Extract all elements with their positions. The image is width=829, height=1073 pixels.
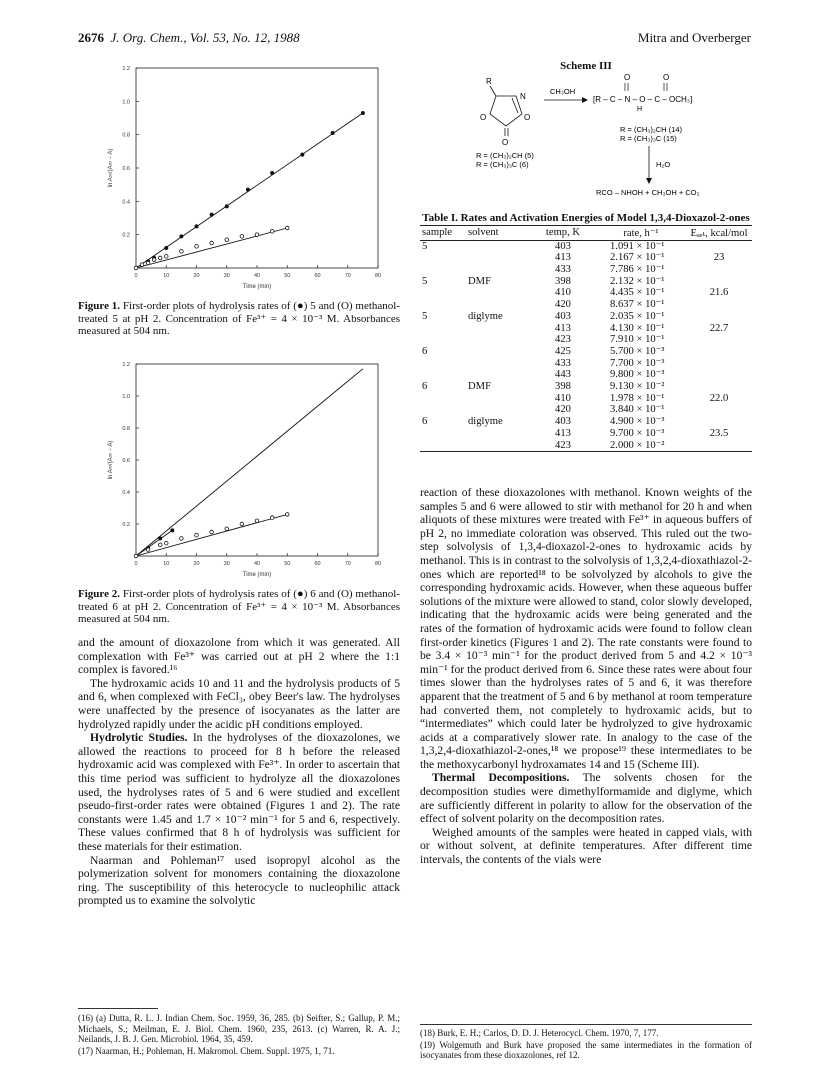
scheme-o-1: O bbox=[624, 74, 631, 82]
x-tick-label: 30 bbox=[223, 273, 230, 279]
cell-rate: 7.910 × 10⁻¹ bbox=[610, 334, 665, 346]
table-row bbox=[420, 428, 752, 440]
cell-rate: 9.130 × 10⁻² bbox=[610, 381, 665, 393]
data-point-open bbox=[255, 233, 259, 237]
journal-citation: J. Org. Chem., Vol. 53, No. 12, 1988 bbox=[110, 30, 300, 45]
cell-sample: 6 bbox=[422, 416, 428, 428]
table-row bbox=[420, 299, 752, 311]
scheme-r-label: R bbox=[486, 77, 492, 86]
footnote-rule-right bbox=[420, 1024, 752, 1025]
cell-rate: 3.840 × 10⁻¹ bbox=[610, 404, 665, 416]
table-row bbox=[420, 369, 752, 381]
running-header-authors: Mitra and Overberger bbox=[637, 30, 751, 45]
cell-solvent: diglyme bbox=[468, 310, 503, 322]
cell-temp: 410 bbox=[555, 287, 571, 299]
y-axis-label: ln A∞/(A∞ − A) bbox=[108, 440, 114, 480]
scheme-reagent: CH₃OH bbox=[550, 87, 576, 96]
scheme-intermediate: [R – C – N – O – C – OCH₃] bbox=[593, 95, 693, 104]
data-point-open bbox=[255, 519, 259, 523]
scheme-intermediate-h: H bbox=[637, 106, 643, 113]
y-tick-label: 0.2 bbox=[122, 232, 130, 239]
scheme-product: RCO – NHOH + CH₃OH + CO₂ bbox=[596, 188, 700, 197]
data-point-open bbox=[270, 230, 274, 234]
cell-temp: 403 bbox=[555, 310, 571, 322]
scheme-r-def-5: R = (CH₃)₂CH (5) bbox=[476, 151, 534, 160]
data-point-open bbox=[146, 548, 150, 552]
cell-sample bbox=[420, 334, 466, 346]
data-point-filled bbox=[246, 188, 250, 192]
left-paragraph-3-text: In the hydrolyses of the dioxazolones, we allowed the reactions to proceed for 8 h before the released hydroxamic acid was complexed with Fe³⁺. In order to ascertain that this time period was sufficient to hydrolyze all the dioxazolones used, the hydrolyses rates of 5 and 6 were studied and excellent pseudo-first-order rates were obtained (Figures 1 and 2). The rate constants were 1.45 and 1.7 × 10⁻² min⁻¹ for 5 and 6, respectively. These values confirmed that 8 h of hydrolysis was sufficient for these materials for their estimation. bbox=[78, 731, 401, 853]
figure-1-caption bbox=[78, 300, 400, 338]
scheme-carbonyl-o: O bbox=[502, 138, 509, 147]
table-row bbox=[420, 416, 752, 428]
table-row bbox=[420, 440, 752, 452]
figure-2-plot bbox=[78, 354, 400, 586]
footnote-18: (18) Burk, E. H.; Carlos, D. D. J. Heterocycl. Chem. 1970, 7, 177. bbox=[420, 1028, 659, 1038]
cell-solvent bbox=[466, 428, 530, 440]
col-eact: Eₐₑₜ, kcal/mol bbox=[686, 225, 752, 240]
cell-solvent bbox=[466, 404, 530, 416]
cell-eact: 21.6 bbox=[709, 287, 729, 299]
running-header-left bbox=[78, 30, 300, 46]
cell-rate: 7.700 × 10⁻³ bbox=[610, 357, 665, 369]
scheme-r-def-14: R = (CH₃)₂CH (14) bbox=[620, 125, 683, 134]
figure-2-label: Figure 2. bbox=[78, 588, 121, 600]
table-row bbox=[420, 393, 752, 405]
series-line bbox=[136, 228, 287, 268]
data-point-open bbox=[210, 530, 214, 534]
left-paragraph-4: Naarman and Pohleman¹⁷ used isopropyl alcohol as the polymerization solvent for monomers containing the dioxazolone ring. The susceptibility of this heterocycle to nucleophilic attack prompted us to examine the solvolytic bbox=[78, 853, 400, 908]
col-sample: sample bbox=[420, 225, 466, 240]
cell-rate: 2.167 × 10⁻¹ bbox=[610, 252, 665, 264]
cell-temp: 403 bbox=[555, 240, 571, 252]
cell-sample: 5 bbox=[422, 275, 428, 287]
cell-rate: 2.035 × 10⁻¹ bbox=[610, 310, 665, 322]
data-point-open bbox=[158, 543, 162, 547]
cell-sample bbox=[420, 323, 466, 335]
col-temp: temp, K bbox=[530, 225, 596, 240]
x-tick-label: 50 bbox=[284, 273, 291, 279]
data-point-filled bbox=[179, 234, 183, 238]
table-row bbox=[420, 358, 752, 370]
cell-eact bbox=[686, 358, 752, 370]
page-number: 2676 bbox=[78, 30, 104, 45]
cell-rate: 9.800 × 10⁻³ bbox=[610, 369, 665, 381]
cell-eact bbox=[686, 276, 752, 288]
plot-frame bbox=[136, 364, 378, 556]
scheme-title: Scheme III bbox=[560, 60, 612, 72]
table-row bbox=[420, 240, 752, 252]
hydrolytic-heading: Hydrolytic Studies. bbox=[90, 731, 188, 745]
data-point-open bbox=[180, 250, 184, 254]
figure-1-caption-text: First-order plots of hydrolysis rates of (●) 5 and (O) methanol-treated 5 at pH 2. Concentration of Fe³⁺ = 4 × 10⁻³ M. Absorbances measured at 504 nm. bbox=[78, 300, 400, 338]
cell-temp: 423 bbox=[555, 334, 571, 346]
cell-temp: 425 bbox=[555, 345, 571, 357]
x-tick-label: 80 bbox=[374, 561, 382, 567]
cell-temp: 413 bbox=[555, 252, 571, 264]
cell-eact bbox=[686, 346, 752, 358]
cell-eact bbox=[686, 311, 752, 323]
cell-rate: 4.435 × 10⁻¹ bbox=[610, 287, 665, 299]
table-row bbox=[420, 381, 752, 393]
cell-solvent bbox=[466, 369, 530, 381]
left-footnotes bbox=[78, 1013, 400, 1057]
cell-sample: 6 bbox=[422, 345, 428, 357]
y-tick-label: 1.0 bbox=[122, 99, 130, 106]
x-tick-label: 40 bbox=[253, 561, 261, 567]
cell-rate: 5.700 × 10⁻³ bbox=[610, 345, 665, 357]
data-point-filled bbox=[300, 153, 304, 157]
plot-frame bbox=[136, 68, 378, 268]
data-point-filled bbox=[170, 528, 174, 532]
left-paragraph-2: The hydroxamic acids 10 and 11 and the hydrolysis products of 5 and 6, when complexed with FeCl₃, obey Beer's law. The hydrolyses were unaffected by the presence of isocyanates as the latter are hydrolyzed rapidly under the acidic pH conditions employed. bbox=[78, 676, 400, 731]
cell-temp: 403 bbox=[555, 416, 571, 428]
cell-sample bbox=[420, 440, 466, 452]
left-paragraph-3 bbox=[78, 731, 400, 853]
data-point-open bbox=[134, 554, 138, 558]
cell-solvent bbox=[466, 240, 530, 252]
series-line bbox=[136, 369, 363, 556]
cell-sample bbox=[420, 393, 466, 405]
cell-solvent bbox=[466, 252, 530, 264]
data-point-open bbox=[225, 527, 229, 531]
cell-solvent bbox=[466, 334, 530, 346]
cell-solvent bbox=[466, 440, 530, 452]
col-rate: rate, h⁻¹ bbox=[596, 225, 686, 240]
data-point-open bbox=[285, 513, 289, 517]
cell-eact bbox=[686, 240, 752, 252]
x-tick-label: 60 bbox=[314, 273, 321, 279]
cell-rate: 1.978 × 10⁻¹ bbox=[610, 392, 665, 404]
x-tick-label: 0 bbox=[134, 273, 138, 279]
y-tick-label: 0.4 bbox=[122, 199, 130, 206]
cell-eact: 23.5 bbox=[709, 427, 729, 439]
x-tick-label: 50 bbox=[284, 561, 291, 567]
series-line bbox=[136, 514, 287, 556]
left-column-body bbox=[78, 636, 400, 908]
cell-rate: 2.132 × 10⁻¹ bbox=[610, 275, 665, 287]
data-point-open bbox=[195, 245, 199, 249]
cell-sample bbox=[420, 299, 466, 311]
cell-temp: 398 bbox=[555, 275, 571, 287]
cell-temp: 410 bbox=[555, 392, 571, 404]
table-row bbox=[420, 252, 752, 264]
x-tick-label: 60 bbox=[314, 561, 321, 567]
right-column-body bbox=[420, 486, 752, 867]
cell-eact bbox=[686, 264, 752, 276]
x-tick-label: 0 bbox=[134, 561, 138, 567]
right-paragraph-3: Weighed amounts of the samples were heated in capped vials, with or without solvent, at definite temperatures. After different time intervals, the contents of the vials were bbox=[420, 825, 752, 867]
cell-eact bbox=[686, 440, 752, 452]
cell-eact bbox=[686, 369, 752, 381]
cell-eact: 23 bbox=[713, 252, 725, 264]
x-tick-label: 70 bbox=[344, 273, 351, 279]
cell-sample: 5 bbox=[422, 240, 428, 252]
cell-eact bbox=[686, 404, 752, 416]
table-1-block bbox=[420, 212, 752, 452]
x-tick-label: 30 bbox=[223, 561, 230, 567]
data-point-open bbox=[240, 235, 244, 239]
cell-solvent bbox=[466, 287, 530, 299]
data-point-filled bbox=[164, 246, 168, 250]
x-axis-label: Time (min) bbox=[242, 572, 272, 578]
y-tick-label: 0.8 bbox=[122, 132, 130, 139]
cell-solvent bbox=[466, 393, 530, 405]
cell-solvent bbox=[466, 358, 530, 370]
cell-rate: 9.700 × 10⁻³ bbox=[610, 427, 665, 439]
data-point-open bbox=[158, 256, 162, 260]
cell-rate: 4.130 × 10⁻¹ bbox=[610, 322, 665, 334]
y-tick-label: 1.0 bbox=[122, 394, 130, 400]
data-point-filled bbox=[331, 131, 335, 135]
cell-eact: 22.0 bbox=[709, 392, 729, 404]
data-point-open bbox=[210, 241, 214, 245]
scheme-ring-n: N bbox=[520, 92, 526, 101]
table-1 bbox=[420, 225, 752, 453]
data-point-open bbox=[270, 516, 274, 520]
table-header-row bbox=[420, 225, 752, 240]
col-solvent: solvent bbox=[466, 225, 530, 240]
x-tick-label: 10 bbox=[163, 561, 170, 567]
data-point-open bbox=[164, 541, 168, 545]
cell-solvent bbox=[466, 346, 530, 358]
data-point-open bbox=[152, 258, 156, 262]
cell-sample bbox=[420, 287, 466, 299]
table-row bbox=[420, 287, 752, 299]
table-row bbox=[420, 334, 752, 346]
right-paragraph-2 bbox=[420, 771, 752, 825]
scheme-ring-o-left: O bbox=[480, 113, 487, 122]
footnote-19: (19) Wolgemuth and Burk have proposed the same intermediates in the formation of isocyanates from these dioxazolones, ref 12. bbox=[420, 1039, 752, 1061]
cell-sample bbox=[420, 264, 466, 276]
data-point-open bbox=[146, 261, 150, 265]
cell-sample bbox=[420, 428, 466, 440]
x-tick-label: 70 bbox=[344, 561, 351, 567]
cell-sample bbox=[420, 358, 466, 370]
data-point-open bbox=[240, 522, 244, 526]
y-tick-label: 0.8 bbox=[122, 426, 130, 432]
cell-temp: 443 bbox=[555, 369, 571, 381]
cell-eact bbox=[686, 416, 752, 428]
x-tick-label: 20 bbox=[193, 561, 200, 567]
cell-rate: 1.091 × 10⁻¹ bbox=[610, 240, 665, 252]
data-point-open bbox=[134, 266, 138, 270]
footnote-16: (16) (a) Dutta, R. L. J. Indian Chem. Soc. 1959, 36, 285. (b) Seifter, S.; Gallup, P. M.; Michaels, S.; Meilman, E. J. Biol. Chem. 1960, 235, 2613. (c) Warren, R. A. J.; Neilands, J. B. J. Gen. Microbiol. 1964, 35, 459. bbox=[78, 1013, 400, 1045]
x-tick-label: 80 bbox=[374, 273, 382, 279]
cell-rate: 7.786 × 10⁻¹ bbox=[610, 264, 665, 275]
data-point-open bbox=[164, 255, 168, 259]
y-tick-label: 1.2 bbox=[122, 362, 130, 368]
cell-sample bbox=[420, 404, 466, 416]
right-footnotes bbox=[420, 1028, 752, 1062]
cell-solvent bbox=[466, 323, 530, 335]
y-tick-label: 0.4 bbox=[122, 490, 130, 496]
x-tick-label: 40 bbox=[253, 273, 261, 279]
cell-temp: 433 bbox=[555, 357, 571, 369]
y-tick-label: 0.6 bbox=[122, 166, 130, 172]
cell-sample bbox=[420, 252, 466, 264]
data-point-open bbox=[285, 226, 289, 230]
cell-solvent bbox=[466, 299, 530, 311]
cell-solvent: DMF bbox=[468, 275, 491, 287]
data-point-filled bbox=[361, 111, 365, 115]
data-point-open bbox=[180, 537, 184, 541]
cell-temp: 423 bbox=[530, 440, 596, 452]
cell-sample bbox=[420, 369, 466, 381]
y-tick-label: 0.2 bbox=[122, 522, 130, 528]
cell-eact bbox=[686, 381, 752, 393]
figure-1-plot bbox=[78, 58, 400, 298]
cell-solvent bbox=[466, 264, 530, 276]
figure-2-caption-text: First-order plots of hydrolysis rates of (●) 6 and (O) methanol-treated 6 at pH 2. Concentration of Fe³⁺ = 4 × 10⁻³ M. Absorbances measured at 504 nm. bbox=[78, 588, 400, 626]
data-point-filled bbox=[210, 213, 214, 217]
cell-rate: 4.900 × 10⁻³ bbox=[610, 416, 665, 428]
cell-solvent: diglyme bbox=[468, 416, 503, 428]
data-point-open bbox=[195, 533, 199, 537]
cell-eact bbox=[686, 334, 752, 346]
x-tick-label: 10 bbox=[163, 273, 170, 279]
scheme-water: H₂O bbox=[656, 160, 671, 169]
x-axis-label: Time (min) bbox=[242, 284, 272, 290]
data-point-filled bbox=[270, 171, 274, 175]
y-tick-label: 0.6 bbox=[122, 458, 130, 464]
cell-solvent: DMF bbox=[468, 381, 491, 393]
cell-temp: 413 bbox=[555, 427, 571, 439]
table-row bbox=[420, 264, 752, 276]
y-tick-label: 1.2 bbox=[122, 66, 130, 72]
cell-rate: 8.637 × 10⁻¹ bbox=[610, 299, 665, 311]
table-row bbox=[420, 276, 752, 288]
right-paragraph-2-text: The solvents chosen for the decomposition studies were dimethylformamide and diglyme, which are sufficiently different in polarity to allow for the observation of the effect of solvent polarity on the decomposition rates. bbox=[420, 771, 752, 826]
cell-temp: 420 bbox=[555, 404, 571, 416]
table-row bbox=[420, 346, 752, 358]
y-axis-label: ln A∞/(A∞ − A) bbox=[108, 148, 114, 188]
right-paragraph-1: reaction of these dioxazolones with methanol. Known weights of the samples 5 and 6 were allowed to stir with methanol for 20 h and when aliquots of these mixtures were treated with Fe³⁺ in aqueous buffers of pH 2, no immediate coloration was observed. This ruled out the two-step solvolysis of 1,3,4-dioxazol-2-ones to hydroxamic acids by methanol. This is in contrast to the solvolysis of 1,3,2,4-dioxathiazol-2-ones which are reported¹⁸ to be solvolyzed by alcohols to give the corresponding hydroxamic acids. However, when these aqueous buffer solutions of the mixture were allowed to stand, color slowly developed, indicating that the hydroxamic acids were being generated and the rates of the formation of hydroxamic acids were found to follow clean first-order kinetics (Figures 1 and 2). The rate constants were found to be 3.4 × 10⁻³ min⁻¹ for the product derived from 5 and 4.2 × 10⁻³ min⁻¹ for the product derived from 6. Since these rates were about four times slower than the hydrolyses rates of 5 and 6, it was therefore apparent that the treatment of 5 and 6 by methanol at room temperature had converted them, not completely to hydroxamic acids, but to “intermediates” which could later be hydrolyzed to give hydroxamic acids at a comparatively slower rate. In analogy to the case of the 1,3,2,4-dioxathiazol-2-ones,¹⁸ we propose¹⁹ these intermediates to be the methoxycarbonyl hydroxamates 14 and 15 (Scheme III). bbox=[420, 486, 752, 771]
table-row bbox=[420, 323, 752, 335]
footnote-17: (17) Naarman, H.; Pohleman, H. Makromol. Chem. Suppl. 1975, 1, 71. bbox=[78, 1045, 335, 1056]
table-row bbox=[420, 311, 752, 323]
cell-temp: 413 bbox=[555, 322, 571, 334]
table-1-caption: Table I. Rates and Activation Energies of Model 1,3,4-Dioxazol-2-ones bbox=[422, 212, 750, 224]
cell-sample: 5 bbox=[422, 310, 428, 322]
data-point-open bbox=[225, 238, 229, 242]
data-point-open bbox=[140, 263, 144, 267]
cell-temp: 433 bbox=[555, 264, 571, 275]
left-paragraph-1: and the amount of dioxazolone from which it was generated. All complexation with Fe³⁺ was carried out at pH 2 where the 1:1 complex is favored.¹⁶ bbox=[78, 636, 400, 677]
cell-eact: 22.7 bbox=[709, 322, 729, 334]
figure-2-caption bbox=[78, 588, 400, 626]
scheme-r-def-15: R = (CH₃)₃C (15) bbox=[620, 134, 677, 143]
footnote-rule-left bbox=[78, 1008, 158, 1009]
data-point-filled bbox=[195, 224, 199, 228]
cell-temp: 420 bbox=[555, 299, 571, 311]
x-tick-label: 20 bbox=[193, 273, 200, 279]
scheme-ring-o-right: O bbox=[524, 113, 531, 122]
scheme-3-diagram bbox=[420, 74, 752, 198]
cell-rate: 2.000 × 10⁻² bbox=[596, 440, 686, 452]
scheme-o-2: O bbox=[663, 74, 670, 82]
data-point-filled bbox=[225, 204, 229, 208]
cell-eact bbox=[686, 299, 752, 311]
thermal-heading: Thermal Decompositions. bbox=[432, 771, 570, 785]
table-row bbox=[420, 404, 752, 416]
figure-1-label: Figure 1. bbox=[78, 300, 121, 312]
cell-temp: 398 bbox=[555, 381, 571, 393]
scheme-r-def-6: R = (CH₃)₃C (6) bbox=[476, 160, 529, 169]
cell-sample: 6 bbox=[422, 381, 428, 393]
